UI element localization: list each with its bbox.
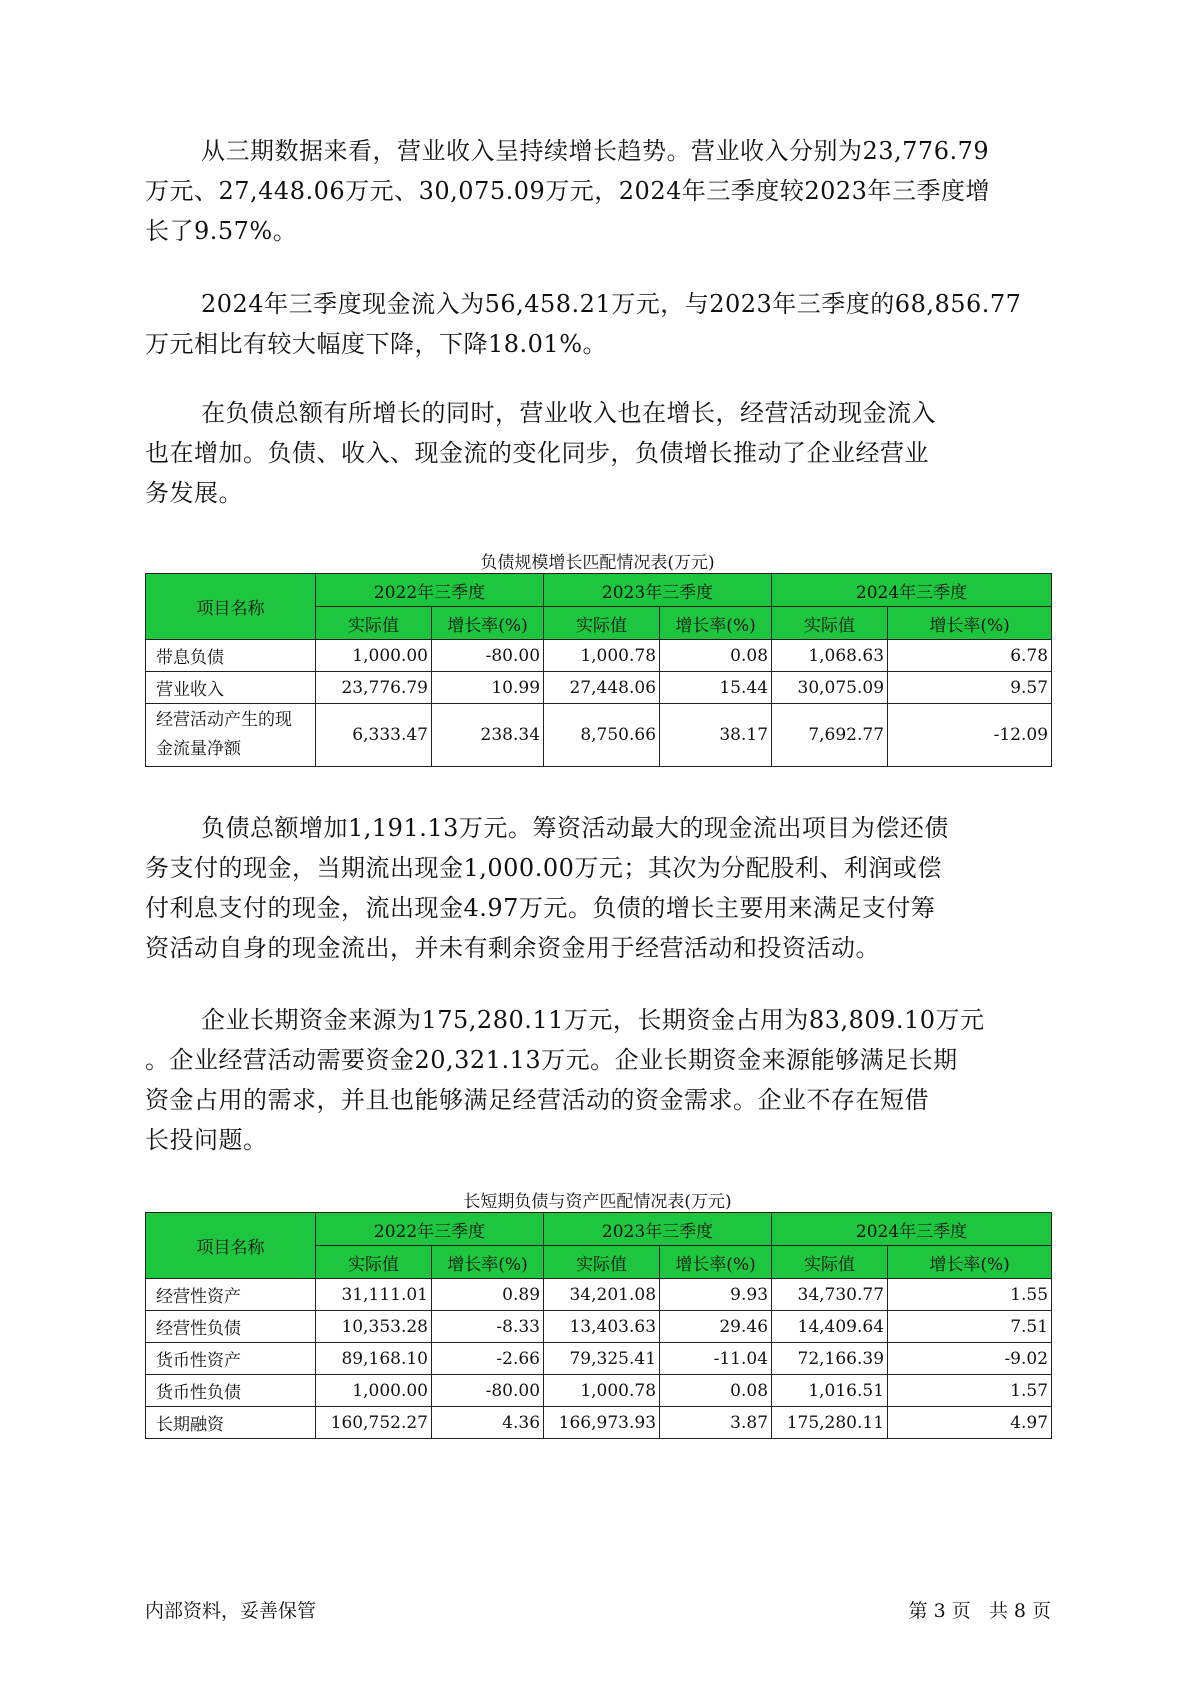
table-row — [146, 672, 1052, 704]
cell-value: 4.97 — [888, 1407, 1052, 1439]
header-actual: 实际值 — [316, 607, 432, 640]
cell-value: 6,333.47 — [316, 704, 432, 767]
cell-value: 1,016.51 — [772, 1375, 888, 1407]
header-actual: 实际值 — [544, 607, 660, 640]
cell-value: -8.33 — [432, 1311, 544, 1343]
cell-value: 9.93 — [660, 1279, 772, 1311]
row-label-line: 经营活动产生的现 — [156, 710, 292, 730]
cell-value: 7,692.77 — [772, 704, 888, 767]
paragraph-revenue-trend — [145, 131, 1050, 251]
table-row — [146, 1311, 1052, 1343]
cell-value: 0.89 — [432, 1279, 544, 1311]
row-label: 经营性资产 — [146, 1279, 316, 1311]
header-period-2023: 2023年三季度 — [544, 1213, 772, 1246]
row-label — [146, 704, 316, 767]
paragraph-line: 万元、27,448.06万元、30,075.09万元，2024年三季度较2023年三季度增 — [145, 177, 990, 205]
paragraph-cash-inflow — [145, 284, 1050, 364]
paragraph-line: 资活动自身的现金流出，并未有剩余资金用于经营活动和投资活动。 — [145, 934, 880, 962]
row-label: 经营性负债 — [146, 1311, 316, 1343]
table1-caption: 负债规模增长匹配情况表(万元) — [480, 553, 715, 573]
cell-value: -80.00 — [432, 640, 544, 672]
cell-value: 1,000.00 — [316, 640, 432, 672]
cell-value: 72,166.39 — [772, 1343, 888, 1375]
cell-value: 1.55 — [888, 1279, 1052, 1311]
cell-value: 89,168.10 — [316, 1343, 432, 1375]
cell-value: 14,409.64 — [772, 1311, 888, 1343]
table-row — [146, 1407, 1052, 1439]
header-actual: 实际值 — [772, 1246, 888, 1279]
paragraph-line: 付利息支付的现金，流出现金4.97万元。负债的增长主要用来满足支付筹 — [145, 894, 936, 922]
cell-value: 4.36 — [432, 1407, 544, 1439]
footer-page-number: 第 3 页 共 8 页 — [908, 1600, 1051, 1622]
header-period-2023: 2023年三季度 — [544, 574, 772, 607]
paragraph-line: 务支付的现金，当期流出现金1,000.00万元；其次为分配股利、利润或偿 — [145, 854, 942, 882]
header-item-name: 项目名称 — [146, 1213, 316, 1279]
cell-value: 8,750.66 — [544, 704, 660, 767]
paragraph-line: 在负债总额有所增长的同时，营业收入也在增长，经营活动现金流入 — [201, 399, 936, 427]
cell-value: 30,075.09 — [772, 672, 888, 704]
header-growth: 增长率(%) — [888, 607, 1052, 640]
cell-value: 238.34 — [432, 704, 544, 767]
header-period-2024: 2024年三季度 — [772, 574, 1052, 607]
cell-value: 31,111.01 — [316, 1279, 432, 1311]
cell-value: 34,201.08 — [544, 1279, 660, 1311]
row-label: 货币性资产 — [146, 1343, 316, 1375]
paragraph-line: 从三期数据来看，营业收入呈持续增长趋势。营业收入分别为23,776.79 — [201, 137, 990, 165]
table-row — [146, 704, 1052, 767]
cell-value: 6.78 — [888, 640, 1052, 672]
table-row — [146, 640, 1052, 672]
paragraph-debt-growth — [145, 393, 1050, 513]
header-actual: 实际值 — [316, 1246, 432, 1279]
table2-caption: 长短期负债与资产匹配情况表(万元) — [463, 1192, 732, 1212]
header-period-2024: 2024年三季度 — [772, 1213, 1052, 1246]
cell-value: -80.00 — [432, 1375, 544, 1407]
header-growth: 增长率(%) — [432, 607, 544, 640]
paragraph-line: 也在增加。负债、收入、现金流的变化同步，负债增长推动了企业经营业 — [145, 439, 929, 467]
row-label: 长期融资 — [146, 1407, 316, 1439]
cell-value: 160,752.27 — [316, 1407, 432, 1439]
paragraph-line: 长投问题。 — [145, 1126, 268, 1154]
table-row — [146, 1375, 1052, 1407]
asset-liability-table — [145, 1212, 1052, 1439]
cell-value: 0.08 — [660, 640, 772, 672]
cell-value: -2.66 — [432, 1343, 544, 1375]
header-period-2022: 2022年三季度 — [316, 1213, 544, 1246]
cell-value: -9.02 — [888, 1343, 1052, 1375]
cell-value: 10.99 — [432, 672, 544, 704]
header-growth: 增长率(%) — [888, 1246, 1052, 1279]
cell-value: 1.57 — [888, 1375, 1052, 1407]
cell-value: 9.57 — [888, 672, 1052, 704]
row-label: 带息负债 — [146, 640, 316, 672]
paragraph-long-term-funds — [145, 1000, 1050, 1160]
header-period-2022: 2022年三季度 — [316, 574, 544, 607]
cell-value: 1,068.63 — [772, 640, 888, 672]
cell-value: 1,000.00 — [316, 1375, 432, 1407]
cell-value: 3.87 — [660, 1407, 772, 1439]
cell-value: 29.46 — [660, 1311, 772, 1343]
footer-confidential-note: 内部资料，妥善保管 — [145, 1600, 317, 1622]
row-label-line: 金流量净额 — [156, 739, 241, 759]
header-actual: 实际值 — [544, 1246, 660, 1279]
paragraph-line: 企业长期资金来源为175,280.11万元，长期资金占用为83,809.10万元 — [201, 1006, 985, 1034]
header-growth: 增长率(%) — [432, 1246, 544, 1279]
cell-value: 10,353.28 — [316, 1311, 432, 1343]
table-row — [146, 1279, 1052, 1311]
cell-value: 23,776.79 — [316, 672, 432, 704]
row-label: 货币性负债 — [146, 1375, 316, 1407]
cell-value: 38.17 — [660, 704, 772, 767]
cell-value: -11.04 — [660, 1343, 772, 1375]
paragraph-line: 长了9.57%。 — [145, 217, 298, 245]
table-row — [146, 1343, 1052, 1375]
cell-value: 15.44 — [660, 672, 772, 704]
cell-value: 1,000.78 — [544, 640, 660, 672]
cell-value: 7.51 — [888, 1311, 1052, 1343]
paragraph-line: 。企业经营活动需要资金20,321.13万元。企业长期资金来源能够满足长期 — [145, 1046, 958, 1074]
paragraph-line: 负债总额增加1,191.13万元。筹资活动最大的现金流出项目为偿还债 — [201, 814, 949, 842]
row-label: 营业收入 — [146, 672, 316, 704]
header-actual: 实际值 — [772, 607, 888, 640]
paragraph-debt-usage — [145, 808, 1050, 968]
cell-value: 175,280.11 — [772, 1407, 888, 1439]
paragraph-line: 万元相比有较大幅度下降，下降18.01%。 — [145, 330, 608, 358]
cell-value: 13,403.63 — [544, 1311, 660, 1343]
cell-value: -12.09 — [888, 704, 1052, 767]
paragraph-line: 务发展。 — [145, 479, 243, 507]
paragraph-line: 资金占用的需求，并且也能够满足经营活动的资金需求。企业不存在短借 — [145, 1086, 929, 1114]
header-growth: 增长率(%) — [660, 1246, 772, 1279]
cell-value: 1,000.78 — [544, 1375, 660, 1407]
paragraph-line: 2024年三季度现金流入为56,458.21万元，与2023年三季度的68,856.77 — [201, 290, 1022, 318]
cell-value: 0.08 — [660, 1375, 772, 1407]
header-growth: 增长率(%) — [660, 607, 772, 640]
debt-scale-table — [145, 573, 1052, 767]
cell-value: 34,730.77 — [772, 1279, 888, 1311]
cell-value: 79,325.41 — [544, 1343, 660, 1375]
cell-value: 166,973.93 — [544, 1407, 660, 1439]
cell-value: 27,448.06 — [544, 672, 660, 704]
header-item-name: 项目名称 — [146, 574, 316, 640]
